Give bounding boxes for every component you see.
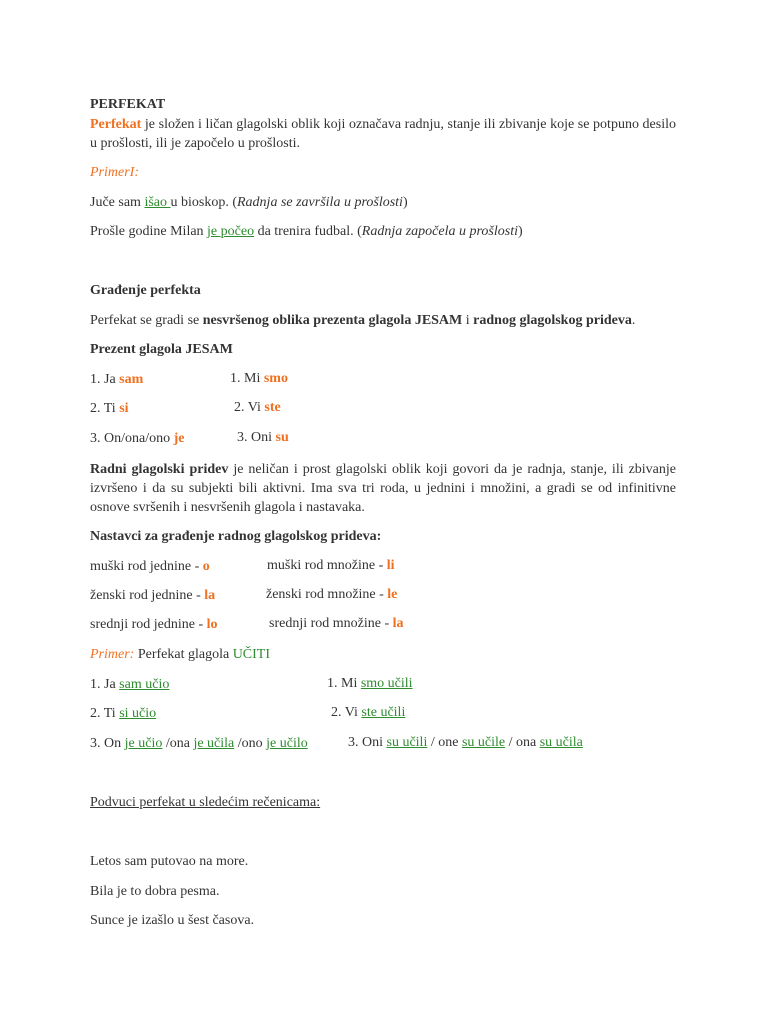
- ucit-form: su učile: [461, 735, 506, 750]
- primeri-label: PrimerI:: [90, 165, 139, 180]
- ucit-form: je učilo: [266, 736, 308, 751]
- prezent-row: [90, 430, 185, 448]
- prezent-right-form: smo: [263, 371, 288, 386]
- radni-text: je neličan i prost glagolski oblik koji govori da je radnja, stanje, ili zbivanje izvršeno i da su subjekti bili aktivni. Ima sva tri roda, u jednini i množini, a gradi se od infinitivne osnove svršenih i nesvršenih glagola i nastavaka.: [90, 462, 676, 515]
- gradjenje-bold-1: nesvršenog oblika prezenta glagola JESAM: [202, 313, 463, 328]
- prezent-right-form: su: [275, 430, 289, 445]
- prezent-row: [90, 371, 143, 389]
- ucit-pronoun: 3. On: [90, 736, 125, 751]
- nastavci-left-label: ženski rod jednine -: [90, 588, 205, 603]
- ucit-form: ste učili: [361, 705, 406, 720]
- example-2-note: Radnja započela u prošlosti: [361, 224, 518, 239]
- ucit-form: smo učili: [360, 676, 413, 691]
- nastavci-left-suffix: o: [202, 559, 210, 574]
- ucit-form: su učili: [386, 735, 428, 750]
- prezent-right: [230, 371, 288, 387]
- nastavci-right-label: srednji rod množine -: [269, 616, 393, 631]
- example-1-pre: Juče sam: [90, 195, 145, 210]
- ucit-row-2: [90, 705, 156, 723]
- nastavci-heading: Nastavci za građenje radnog glagolskog prideva:: [90, 529, 382, 544]
- prezent-right: [237, 430, 289, 446]
- example-1: [90, 194, 408, 212]
- ucit-row-3-right: [348, 735, 583, 751]
- nastavci-right-label: muški rod množine -: [267, 558, 387, 573]
- example-1-note: Radnja se završila u prošlosti: [237, 195, 403, 210]
- nastavci-row: [90, 587, 215, 605]
- example-1-post: ): [402, 195, 408, 210]
- ucit-form: sam učio: [119, 677, 170, 692]
- gradjenje-paragraph: [90, 312, 635, 330]
- prezent-left-pronoun: 3. On/ona/ono: [90, 431, 174, 446]
- prezent-left-form: si: [119, 401, 129, 416]
- nastavci-left-label: srednji rod jednine -: [90, 617, 207, 632]
- nastavci-right-suffix: la: [392, 616, 404, 631]
- example-2-post: ): [517, 224, 523, 239]
- gradjenje-post: .: [631, 313, 636, 328]
- primer-label: Primer:: [90, 647, 135, 662]
- prezent-right-pronoun: 2. Vi: [234, 400, 265, 415]
- prezent-left-form: je: [173, 431, 185, 446]
- nastavci-row: [90, 558, 210, 576]
- ucit-row-2-right: [331, 705, 405, 721]
- task-heading: Podvuci perfekat u sledećim rečenicama:: [90, 795, 321, 810]
- prezent-left-form: sam: [119, 372, 144, 387]
- nastavci-right-suffix: le: [387, 587, 398, 602]
- ucit-pronoun: /ona: [162, 736, 194, 751]
- ucit-form: je učila: [193, 736, 235, 751]
- ucit-pronoun: / one: [427, 735, 462, 750]
- page-title: PERFEKAT: [90, 97, 166, 112]
- intro-text: je složen i ličan glagolski oblik koji označava radnju, stanje ili zbivanje koje se potpuno desilo u prošlosti, ili je započelo u prošlosti.: [90, 117, 676, 151]
- ucit-form: je učio: [124, 736, 163, 751]
- gradjenje-heading: Građenje perfekta: [90, 283, 201, 298]
- intro-term: Perfekat: [90, 117, 142, 132]
- prezent-right-pronoun: 1. Mi: [230, 371, 264, 386]
- ucit-pronoun: 1. Ja: [90, 677, 120, 692]
- prezent-right: [234, 400, 281, 416]
- prezent-left-pronoun: 1. Ja: [90, 372, 120, 387]
- ucit-form: su učila: [539, 735, 583, 750]
- ucit-pronoun: /ono: [234, 736, 267, 751]
- ucit-pronoun: 3. Oni: [348, 735, 387, 750]
- example-2-mid: da trenira fudbal. (: [254, 224, 362, 239]
- nastavci-left-label: muški rod jednine -: [90, 559, 203, 574]
- radni-paragraph: [90, 460, 676, 517]
- primer-line: [90, 646, 270, 664]
- ucit-row-1: [90, 676, 169, 694]
- prezent-heading: Prezent glagola JESAM: [90, 342, 233, 357]
- example-2-verb: je počeo: [207, 224, 255, 239]
- exercise-sentence: Letos sam putovao na more.: [90, 854, 249, 869]
- nastavci-right: [267, 558, 395, 574]
- example-1-mid: u bioskop. (: [170, 195, 237, 210]
- gradjenje-mid: i: [462, 313, 474, 328]
- radni-term: Radni glagolski pridev: [90, 462, 229, 477]
- prezent-right-pronoun: 3. Oni: [237, 430, 276, 445]
- nastavci-right-label: ženski rod množine -: [266, 587, 388, 602]
- nastavci-right-suffix: li: [386, 558, 395, 573]
- ucit-pronoun: 2. Vi: [331, 705, 362, 720]
- ucit-form: si učio: [119, 706, 157, 721]
- example-2: [90, 223, 523, 241]
- example-2-pre: Prošle godine Milan: [90, 224, 208, 239]
- primer-verb: UČITI: [232, 647, 271, 662]
- ucit-row-3: [90, 735, 308, 753]
- exercise-sentence: Sunce je izašlo u šest časova.: [90, 913, 255, 928]
- ucit-row-1-right: [327, 676, 413, 692]
- intro-paragraph: [90, 115, 676, 153]
- prezent-row: [90, 400, 129, 418]
- nastavci-right: [266, 587, 397, 603]
- ucit-pronoun: 2. Ti: [90, 706, 120, 721]
- nastavci-right: [269, 616, 404, 632]
- example-1-verb: išao: [144, 195, 171, 210]
- gradjenje-bold-2: radnog glagolskog prideva: [473, 313, 632, 328]
- primer-text: Perfekat glagola: [134, 647, 233, 662]
- ucit-pronoun: / ona: [505, 735, 540, 750]
- prezent-right-form: ste: [264, 400, 281, 415]
- nastavci-left-suffix: lo: [206, 617, 218, 632]
- prezent-left-pronoun: 2. Ti: [90, 401, 120, 416]
- exercise-sentence: Bila je to dobra pesma.: [90, 884, 220, 899]
- ucit-pronoun: 1. Mi: [327, 676, 361, 691]
- nastavci-left-suffix: la: [204, 588, 216, 603]
- nastavci-row: [90, 616, 218, 634]
- gradjenje-pre: Perfekat se gradi se: [90, 313, 203, 328]
